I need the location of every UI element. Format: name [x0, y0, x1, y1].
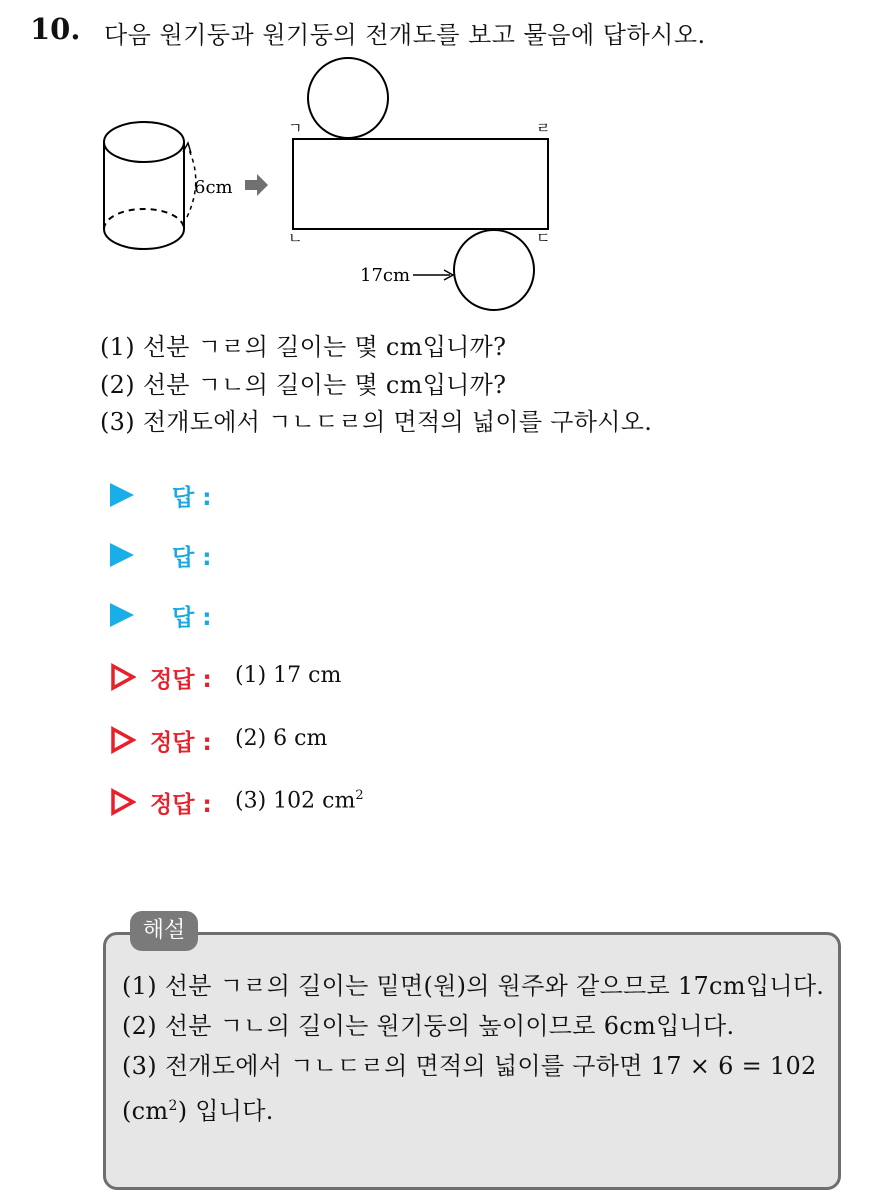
cylinder-net-figure [90, 55, 570, 320]
subquestion-2: (2) 선분 ㄱㄴ의 길이는 몇 cm입니까? [100, 371, 507, 399]
answer-label: 답 : [172, 545, 212, 571]
explanation-line-2: (2) 선분 ㄱㄴ의 길이는 원기둥의 높이이므로 6cm입니다. [122, 1012, 735, 1040]
play-triangle-icon [110, 603, 134, 627]
height-label: 6cm [194, 177, 233, 198]
question-number: 10. [30, 12, 81, 46]
outline-triangle-icon [110, 663, 136, 691]
right-arrow-icon [245, 174, 268, 196]
outline-triangle-icon [110, 726, 136, 754]
outline-triangle-icon [110, 788, 136, 816]
play-triangle-icon [110, 543, 134, 567]
subquestion-1: (1) 선분 ㄱㄹ의 길이는 몇 cm입니까? [100, 333, 507, 361]
subquestion-3: (3) 전개도에서 ㄱㄴㄷㄹ의 면적의 넓이를 구하시오. [100, 408, 653, 436]
corner-label-d: ㄹ [536, 119, 551, 137]
explanation-line-1: (1) 선분 ㄱㄹ의 길이는 밑면(원)의 원주와 같으므로 17cm입니다. [122, 972, 825, 1000]
net-rectangle [293, 139, 548, 229]
question-text: 다음 원기둥과 원기둥의 전개도를 보고 물음에 답하시오. [104, 21, 706, 49]
explanation-text [122, 966, 832, 1131]
explanation-tab: 해설 [130, 911, 198, 951]
net-top-circle [308, 58, 388, 138]
key-label: 정답 : [150, 667, 212, 693]
circumference-label: 17cm [360, 265, 411, 286]
explanation-line-3: (3) 전개도에서 ㄱㄴㄷㄹ의 면적의 넓이를 구하면 17 × 6 = 102 $(cm^2)$ 입니다. [122, 1052, 817, 1125]
key-label: 정답 : [150, 730, 212, 756]
net-bottom-circle [454, 230, 534, 310]
answer-label: 답 : [172, 485, 212, 511]
answer-label: 답 : [172, 605, 212, 631]
cylinder-diagram [104, 122, 196, 249]
corner-label-a: ㄱ [288, 119, 303, 137]
corner-label-b: ㄴ [288, 229, 303, 247]
key-label: 정답 : [150, 792, 212, 818]
corner-label-c: ㄷ [536, 229, 551, 247]
key-value-1: (1) 17 cm [235, 663, 342, 688]
key-value-3: (3) 102 $cm^2$ [235, 788, 364, 814]
key-value-2: (2) 6 cm [235, 726, 328, 751]
play-triangle-icon [110, 483, 134, 507]
